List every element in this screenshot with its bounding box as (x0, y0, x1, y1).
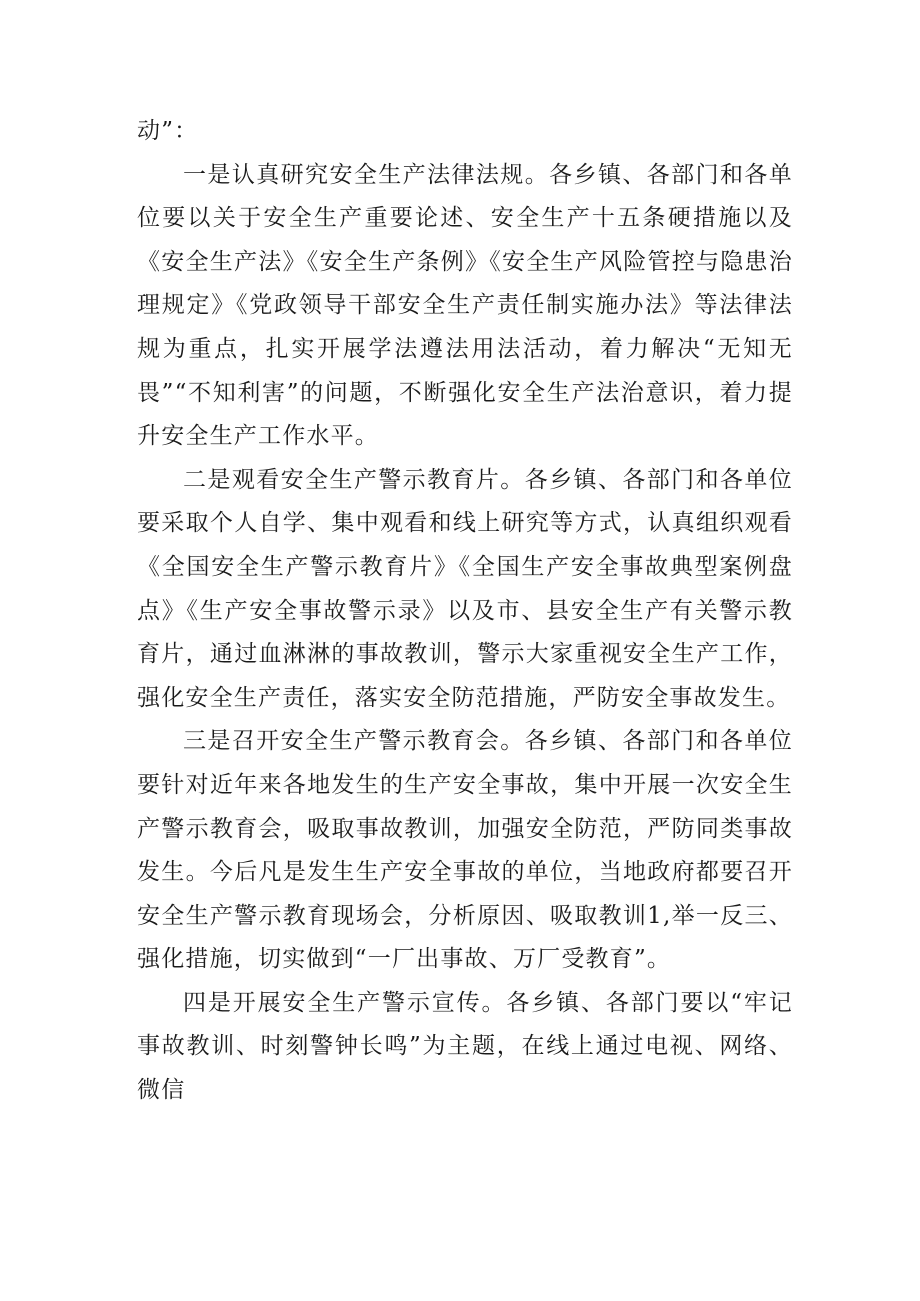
paragraph-study-laws: 一是认真研究安全生产法律法规。各乡镇、各部门和各单位要以关于安全生产重要论述、安全生产十五条硬措施以及《安全生产法》《安全生产条例》《安全生产风险管控与隐患治理规定》《党政领导干部安全生产责任制实施办法》等法律法规为重点，扎实开展学法遵法用法活动，着力解决“无知无畏”“不知利害”的问题，不断强化安全生产法治意识，着力提升安全生产工作水平。 (137, 161, 793, 450)
paragraph-warning-publicity: 四是开展安全生产警示宣传。各乡镇、各部门要以“牢记事故教训、时刻警钟长鸣”为主题，在线上通过电视、网络、微信 (137, 989, 793, 1104)
paragraph-watch-films: 二是观看安全生产警示教育片。各乡镇、各部门和各单位要采取个人自学、集中观看和线上研究等方式，认真组织观看《全国安全生产警示教育片》《全国生产安全事故典型案例盘点》《生产安全事故警示录》以及市、县安全生产有关警示教育片，通过血淋淋的事故教训，警示大家重视安全生产工作，强化安全生产责任，落实安全防范措施，严防安全事故发生。 (137, 466, 793, 711)
paragraph-warning-meeting: 三是召开安全生产警示教育会。各乡镇、各部门和各单位要针对近年来各地发生的生产安全事故，集中开展一次安全生产警示教育会，吸取事故教训，加强安全防范，严防同类事故发生。今后凡是发生生产安全事故的单位，当地政府都要召开安全生产警示教育现场会，分析原因、吸取教训1,举一反三、强化措施，切实做到“一厂出事故、万厂受教育”。 (137, 728, 793, 973)
paragraph-continuation: 动”： (137, 118, 199, 144)
document-body (137, 110, 793, 1113)
